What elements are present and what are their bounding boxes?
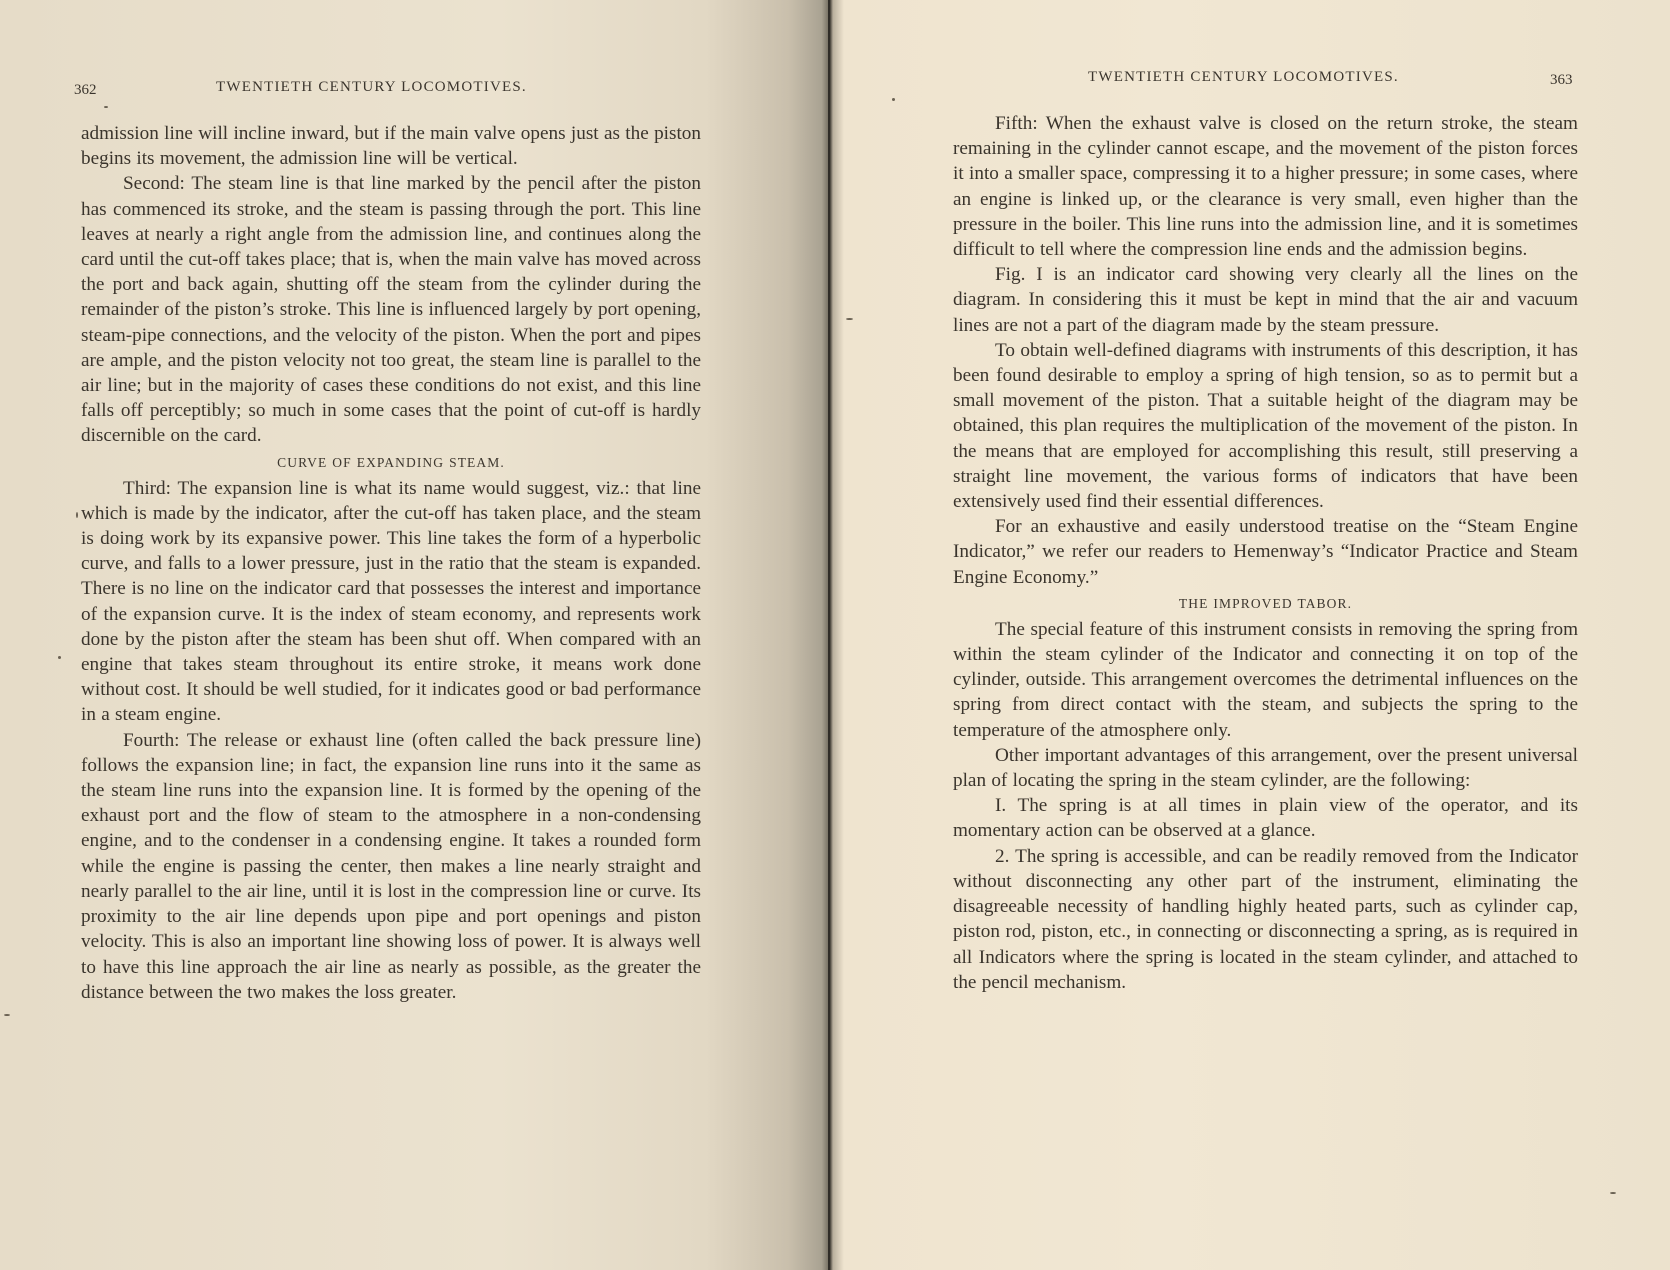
paper-speck <box>846 318 853 320</box>
section-heading-curve-of-expanding-steam: CURVE OF EXPANDING STEAM. <box>277 454 505 470</box>
right-page <box>830 0 1670 1270</box>
paper-speck <box>4 1014 10 1016</box>
page-number-left: 362 <box>74 82 97 98</box>
paragraph-treatise-reference: For an exhaustive and easily understood treatise on the “Steam Engine Indicator,” we refer our readers to Hemenway’s “Indicator Practice and Steam Engine Economy.” <box>953 516 1578 588</box>
list-item-advantage-2: 2. The spring is accessible, and can be readily removed from the Indicator without disconnecting any other part of the instrument, eliminating the disagreeable necessity of handling highly heated parts, such as cylinder cap, piston rod, piston, etc., in connecting or disconnecting a spring, as is required in all Indicators where the spring is located in the steam cylinder, and attached to the pencil mechanism. <box>953 845 1578 993</box>
running-head-left: TWENTIETH CENTURY LOCOMOTIVES. <box>216 79 527 95</box>
left-page <box>0 0 830 1270</box>
paragraph-other-advantages: Other important advantages of this arrangement, over the present universal plan of locating the spring in the steam cylinder, are the following: <box>953 744 1578 792</box>
section-heading-improved-tabor: THE IMPROVED TABOR. <box>1178 595 1353 611</box>
paragraph-well-defined-diagrams: To obtain well-defined diagrams with instruments of this description, it has been found desirable to employ a spring of high tension, so as to permit but a small movement of the piston. That a suitable height of the diagram may be obtained, this plan requires the multiplication of the movement of the piston. In the means that are employed for accomplishing this result, still preserving a straight line movement, the various forms of indicators that have been extensively used find their essential differences. <box>953 339 1578 513</box>
paper-speck <box>892 98 895 101</box>
running-head-right: TWENTIETH CENTURY LOCOMOTIVES. <box>1088 69 1399 85</box>
paragraph-special-feature: The special feature of this instrument consists in removing the spring from within the steam cylinder of the Indicator and connecting it on top of the cylinder, outside. This arrangement overcomes the detrimental influences on the spring from direct contact with the steam, and subjects the spring to the temperature of the atmosphere only. <box>953 618 1578 741</box>
right-page-body <box>953 111 1578 995</box>
paragraph-continuation: admission line will incline inward, but if the main valve opens just as the piston begins its movement, the admission line will be vertical. <box>81 123 701 170</box>
paper-speck <box>104 106 108 108</box>
paragraph-fig-one: Fig. I is an indicator card showing very clearly all the lines on the diagram. In considering this it must be kept in mind that the air and vacuum lines are not a part of the diagram made by the steam pressure. <box>953 264 1578 336</box>
left-page-body <box>81 121 701 1005</box>
list-item-advantage-1: I. The spring is at all times in plain view of the operator, and its momentary action can be observed at a glance. <box>953 795 1578 842</box>
paper-speck <box>76 512 78 518</box>
paragraph-fifth: Fifth: When the exhaust valve is closed on the return stroke, the steam remaining in the cylinder cannot escape, and the movement of the piston forces it into a smaller space, compressing it to a higher pressure; in some cases, where an engine is linked up, or the clearance is very small, even higher than the pressure in the boiler. This line runs into the admission line, and it is sometimes difficult to tell where the compression line ends and the admission begins. <box>953 113 1578 261</box>
paper-speck <box>1610 1192 1616 1194</box>
page-number-right: 363 <box>1550 72 1573 88</box>
paper-speck <box>58 656 61 659</box>
paragraph-third: Third: The expansion line is what its name would suggest, viz.: that line which is made by the indicator, after the cut-off has taken place, and the steam is doing work by its expansive power. This line takes the form of a hyperbolic curve, and falls to a lower pressure, just in the ratio that the steam is expanded. There is no line on the indicator card that possesses the interest and importance of the expansion curve. It is the index of steam economy, and represents work done by the piston after the steam has been shut off. When compared with an engine that takes steam throughout its entire stroke, it means work done without cost. It should be well studied, for it indicates good or bad performance in a steam engine. <box>81 477 701 726</box>
paragraph-second: Second: The steam line is that line marked by the pencil after the piston has commenced its stroke, and the steam is passing through the port. This line leaves at nearly a right angle from the admission line, and continues along the card until the cut-off takes place; that is, when the main valve has moved across the port and back again, shutting off the steam from the cylinder during the remainder of the piston’s stroke. This line is influenced largely by port opening, steam-pipe connections, and the velocity of the piston. When the port and pipes are ample, and the piston velocity not too great, the steam line is parallel to the air line; but in the majority of cases these conditions do not exist, and this line falls off perceptibly; so much in some cases that the point of cut-off is hardly discernible on the card. <box>81 173 701 447</box>
paragraph-fourth: Fourth: The release or exhaust line (often called the back pressure line) follows the expansion line; in fact, the expansion line runs into it the same as the steam line runs into the expansion line. It is formed by the opening of the exhaust port and the flow of steam to the atmosphere in a non-condensing engine, and to the condenser in a condensing engine. It takes a rounded form while the engine is passing the center, then makes a line nearly straight and nearly parallel to the air line, until it is lost in the compression line or curve. Its proximity to the air line depends upon pipe and port openings and piston velocity. This is also an important line showing loss of power. It is always well to have this line approach the air line as nearly as possible, as the greater the distance between the two makes the loss greater. <box>81 729 701 1003</box>
